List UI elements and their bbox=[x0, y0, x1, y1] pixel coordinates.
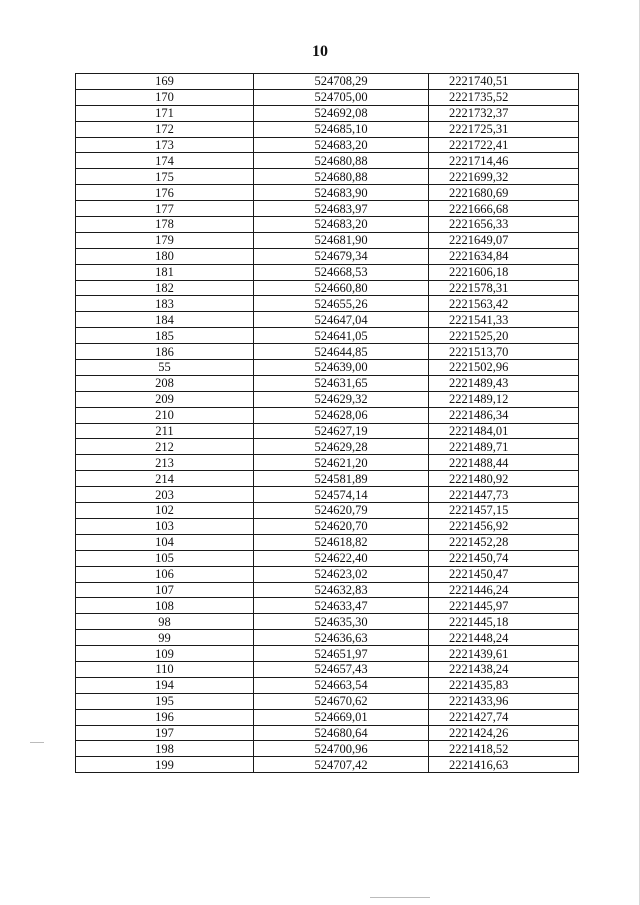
y-coordinate-cell: 2221418,52 bbox=[429, 741, 579, 757]
y-coordinate-cell: 2221680,69 bbox=[429, 185, 579, 201]
y-coordinate-cell: 2221606,18 bbox=[429, 264, 579, 280]
y-coordinate-cell: 2221541,33 bbox=[429, 312, 579, 328]
point-number-cell: 198 bbox=[76, 741, 254, 757]
table-row bbox=[76, 487, 579, 503]
point-number-cell: 194 bbox=[76, 677, 254, 693]
point-number-cell: 105 bbox=[76, 550, 254, 566]
y-coordinate-cell: 2221489,12 bbox=[429, 391, 579, 407]
point-number-cell: 106 bbox=[76, 566, 254, 582]
x-coordinate-cell: 524622,40 bbox=[254, 550, 429, 566]
point-number-cell: 169 bbox=[76, 74, 254, 90]
y-coordinate-cell: 2221452,28 bbox=[429, 534, 579, 550]
table-row bbox=[76, 153, 579, 169]
point-number-cell: 197 bbox=[76, 725, 254, 741]
y-coordinate-cell: 2221439,61 bbox=[429, 646, 579, 662]
point-number-cell: 107 bbox=[76, 582, 254, 598]
y-coordinate-cell: 2221699,32 bbox=[429, 169, 579, 185]
point-number-cell: 184 bbox=[76, 312, 254, 328]
x-coordinate-cell: 524700,96 bbox=[254, 741, 429, 757]
x-coordinate-cell: 524680,64 bbox=[254, 725, 429, 741]
table-row bbox=[76, 74, 579, 90]
x-coordinate-cell: 524621,20 bbox=[254, 455, 429, 471]
point-number-cell: 180 bbox=[76, 248, 254, 264]
point-number-cell: 170 bbox=[76, 89, 254, 105]
y-coordinate-cell: 2221445,97 bbox=[429, 598, 579, 614]
x-coordinate-cell: 524668,53 bbox=[254, 264, 429, 280]
y-coordinate-cell: 2221502,96 bbox=[429, 360, 579, 376]
x-coordinate-cell: 524632,83 bbox=[254, 582, 429, 598]
y-coordinate-cell: 2221649,07 bbox=[429, 232, 579, 248]
table-row bbox=[76, 677, 579, 693]
coordinates-table-body bbox=[76, 74, 579, 773]
point-number-cell: 108 bbox=[76, 598, 254, 614]
y-coordinate-cell: 2221445,18 bbox=[429, 614, 579, 630]
x-coordinate-cell: 524660,80 bbox=[254, 280, 429, 296]
table-row bbox=[76, 582, 579, 598]
x-coordinate-cell: 524627,19 bbox=[254, 423, 429, 439]
x-coordinate-cell: 524708,29 bbox=[254, 74, 429, 90]
point-number-cell: 212 bbox=[76, 439, 254, 455]
point-number-cell: 174 bbox=[76, 153, 254, 169]
point-number-cell: 199 bbox=[76, 757, 254, 773]
scan-mark bbox=[30, 742, 44, 743]
x-coordinate-cell: 524685,10 bbox=[254, 121, 429, 137]
table-row bbox=[76, 646, 579, 662]
x-coordinate-cell: 524633,47 bbox=[254, 598, 429, 614]
table-row bbox=[76, 423, 579, 439]
y-coordinate-cell: 2221578,31 bbox=[429, 280, 579, 296]
y-coordinate-cell: 2221740,51 bbox=[429, 74, 579, 90]
y-coordinate-cell: 2221433,96 bbox=[429, 693, 579, 709]
point-number-cell: 179 bbox=[76, 232, 254, 248]
x-coordinate-cell: 524692,08 bbox=[254, 105, 429, 121]
x-coordinate-cell: 524683,20 bbox=[254, 217, 429, 233]
x-coordinate-cell: 524707,42 bbox=[254, 757, 429, 773]
point-number-cell: 208 bbox=[76, 375, 254, 391]
x-coordinate-cell: 524681,90 bbox=[254, 232, 429, 248]
y-coordinate-cell: 2221732,37 bbox=[429, 105, 579, 121]
x-coordinate-cell: 524655,26 bbox=[254, 296, 429, 312]
table-row bbox=[76, 169, 579, 185]
x-coordinate-cell: 524680,88 bbox=[254, 169, 429, 185]
point-number-cell: 213 bbox=[76, 455, 254, 471]
y-coordinate-cell: 2221525,20 bbox=[429, 328, 579, 344]
table-row bbox=[76, 344, 579, 360]
point-number-cell: 55 bbox=[76, 360, 254, 376]
x-coordinate-cell: 524629,32 bbox=[254, 391, 429, 407]
y-coordinate-cell: 2221489,43 bbox=[429, 375, 579, 391]
y-coordinate-cell: 2221656,33 bbox=[429, 217, 579, 233]
table-row bbox=[76, 439, 579, 455]
point-number-cell: 210 bbox=[76, 407, 254, 423]
y-coordinate-cell: 2221448,24 bbox=[429, 630, 579, 646]
table-row bbox=[76, 407, 579, 423]
table-row bbox=[76, 328, 579, 344]
x-coordinate-cell: 524635,30 bbox=[254, 614, 429, 630]
point-number-cell: 203 bbox=[76, 487, 254, 503]
point-number-cell: 181 bbox=[76, 264, 254, 280]
y-coordinate-cell: 2221714,46 bbox=[429, 153, 579, 169]
y-coordinate-cell: 2221438,24 bbox=[429, 661, 579, 677]
table-row bbox=[76, 89, 579, 105]
table-row bbox=[76, 598, 579, 614]
table-row bbox=[76, 518, 579, 534]
table-row bbox=[76, 455, 579, 471]
x-coordinate-cell: 524636,63 bbox=[254, 630, 429, 646]
y-coordinate-cell: 2221722,41 bbox=[429, 137, 579, 153]
table-row bbox=[76, 550, 579, 566]
y-coordinate-cell: 2221488,44 bbox=[429, 455, 579, 471]
table-row bbox=[76, 201, 579, 217]
point-number-cell: 98 bbox=[76, 614, 254, 630]
page-number: 10 bbox=[312, 43, 328, 60]
point-number-cell: 99 bbox=[76, 630, 254, 646]
table-row bbox=[76, 757, 579, 773]
x-coordinate-cell: 524657,43 bbox=[254, 661, 429, 677]
table-row bbox=[76, 534, 579, 550]
y-coordinate-cell: 2221484,01 bbox=[429, 423, 579, 439]
y-coordinate-cell: 2221450,47 bbox=[429, 566, 579, 582]
point-number-cell: 182 bbox=[76, 280, 254, 296]
y-coordinate-cell: 2221634,84 bbox=[429, 248, 579, 264]
point-number-cell: 209 bbox=[76, 391, 254, 407]
x-coordinate-cell: 524683,90 bbox=[254, 185, 429, 201]
table-row bbox=[76, 217, 579, 233]
table-row bbox=[76, 391, 579, 407]
table-row bbox=[76, 741, 579, 757]
table-row bbox=[76, 709, 579, 725]
x-coordinate-cell: 524620,79 bbox=[254, 503, 429, 519]
x-coordinate-cell: 524705,00 bbox=[254, 89, 429, 105]
point-number-cell: 214 bbox=[76, 471, 254, 487]
point-number-cell: 103 bbox=[76, 518, 254, 534]
table-row bbox=[76, 137, 579, 153]
y-coordinate-cell: 2221480,92 bbox=[429, 471, 579, 487]
y-coordinate-cell: 2221450,74 bbox=[429, 550, 579, 566]
x-coordinate-cell: 524618,82 bbox=[254, 534, 429, 550]
y-coordinate-cell: 2221416,63 bbox=[429, 757, 579, 773]
x-coordinate-cell: 524574,14 bbox=[254, 487, 429, 503]
table-row bbox=[76, 121, 579, 137]
table-row bbox=[76, 471, 579, 487]
y-coordinate-cell: 2221735,52 bbox=[429, 89, 579, 105]
table-row bbox=[76, 566, 579, 582]
y-coordinate-cell: 2221489,71 bbox=[429, 439, 579, 455]
table-row bbox=[76, 503, 579, 519]
x-coordinate-cell: 524669,01 bbox=[254, 709, 429, 725]
x-coordinate-cell: 524631,65 bbox=[254, 375, 429, 391]
table-row bbox=[76, 661, 579, 677]
table-row bbox=[76, 185, 579, 201]
point-number-cell: 196 bbox=[76, 709, 254, 725]
x-coordinate-cell: 524639,00 bbox=[254, 360, 429, 376]
table-row bbox=[76, 105, 579, 121]
x-coordinate-cell: 524581,89 bbox=[254, 471, 429, 487]
y-coordinate-cell: 2221563,42 bbox=[429, 296, 579, 312]
table-row bbox=[76, 360, 579, 376]
table-row bbox=[76, 280, 579, 296]
x-coordinate-cell: 524680,88 bbox=[254, 153, 429, 169]
y-coordinate-cell: 2221427,74 bbox=[429, 709, 579, 725]
y-coordinate-cell: 2221446,24 bbox=[429, 582, 579, 598]
x-coordinate-cell: 524651,97 bbox=[254, 646, 429, 662]
x-coordinate-cell: 524683,97 bbox=[254, 201, 429, 217]
x-coordinate-cell: 524644,85 bbox=[254, 344, 429, 360]
point-number-cell: 177 bbox=[76, 201, 254, 217]
y-coordinate-cell: 2221513,70 bbox=[429, 344, 579, 360]
point-number-cell: 102 bbox=[76, 503, 254, 519]
point-number-cell: 171 bbox=[76, 105, 254, 121]
x-coordinate-cell: 524628,06 bbox=[254, 407, 429, 423]
x-coordinate-cell: 524679,34 bbox=[254, 248, 429, 264]
table-row bbox=[76, 296, 579, 312]
x-coordinate-cell: 524683,20 bbox=[254, 137, 429, 153]
y-coordinate-cell: 2221424,26 bbox=[429, 725, 579, 741]
table-row bbox=[76, 725, 579, 741]
point-number-cell: 173 bbox=[76, 137, 254, 153]
x-coordinate-cell: 524623,02 bbox=[254, 566, 429, 582]
point-number-cell: 109 bbox=[76, 646, 254, 662]
point-number-cell: 195 bbox=[76, 693, 254, 709]
table-row bbox=[76, 614, 579, 630]
x-coordinate-cell: 524629,28 bbox=[254, 439, 429, 455]
point-number-cell: 185 bbox=[76, 328, 254, 344]
y-coordinate-cell: 2221486,34 bbox=[429, 407, 579, 423]
scan-mark bbox=[370, 897, 430, 898]
y-coordinate-cell: 2221435,83 bbox=[429, 677, 579, 693]
x-coordinate-cell: 524647,04 bbox=[254, 312, 429, 328]
y-coordinate-cell: 2221666,68 bbox=[429, 201, 579, 217]
point-number-cell: 175 bbox=[76, 169, 254, 185]
coordinates-table bbox=[75, 73, 579, 773]
table-row bbox=[76, 248, 579, 264]
point-number-cell: 183 bbox=[76, 296, 254, 312]
table-row bbox=[76, 232, 579, 248]
point-number-cell: 172 bbox=[76, 121, 254, 137]
x-coordinate-cell: 524663,54 bbox=[254, 677, 429, 693]
table-row bbox=[76, 375, 579, 391]
table-row bbox=[76, 264, 579, 280]
x-coordinate-cell: 524670,62 bbox=[254, 693, 429, 709]
table-row bbox=[76, 693, 579, 709]
y-coordinate-cell: 2221457,15 bbox=[429, 503, 579, 519]
x-coordinate-cell: 524620,70 bbox=[254, 518, 429, 534]
table-row bbox=[76, 630, 579, 646]
y-coordinate-cell: 2221725,31 bbox=[429, 121, 579, 137]
x-coordinate-cell: 524641,05 bbox=[254, 328, 429, 344]
y-coordinate-cell: 2221447,73 bbox=[429, 487, 579, 503]
table-row bbox=[76, 312, 579, 328]
point-number-cell: 176 bbox=[76, 185, 254, 201]
y-coordinate-cell: 2221456,92 bbox=[429, 518, 579, 534]
point-number-cell: 178 bbox=[76, 217, 254, 233]
point-number-cell: 186 bbox=[76, 344, 254, 360]
point-number-cell: 211 bbox=[76, 423, 254, 439]
point-number-cell: 104 bbox=[76, 534, 254, 550]
point-number-cell: 110 bbox=[76, 661, 254, 677]
